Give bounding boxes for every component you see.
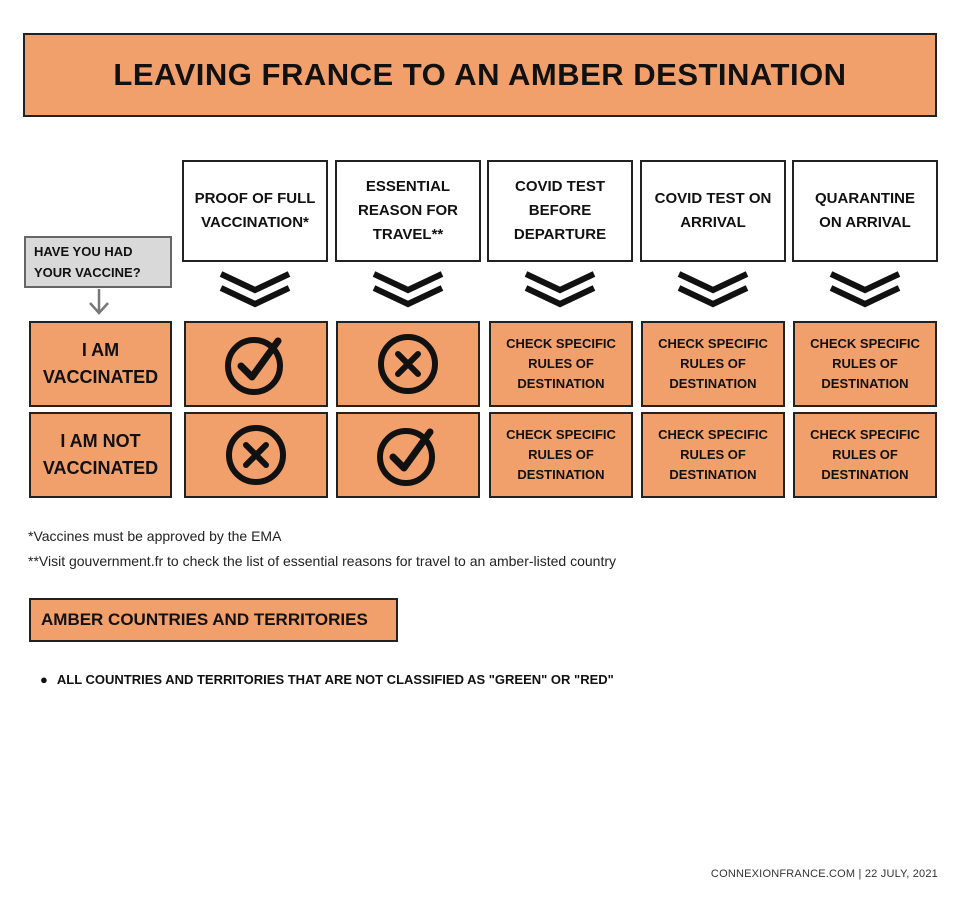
page-title: LEAVING FRANCE TO AN AMBER DESTINATION: [113, 57, 847, 92]
cell-vaccinated-quarantine: [793, 321, 937, 407]
cell-vaccinated-essential-reason: [336, 321, 480, 407]
vaccine-question-box: [24, 236, 172, 288]
footnote-vaccines: *Vaccines must be approved by the EMA: [28, 528, 282, 544]
list-item: [40, 672, 614, 687]
cell-vaccinated-test-before-departure: [489, 321, 633, 407]
amber-section-heading-text: AMBER COUNTRIES AND TERRITORIES: [41, 610, 368, 629]
title-banner: [23, 33, 937, 117]
footnote-essential-reasons: **Visit gouvernment.fr to check the list of essential reasons for travel to an amber-listed country: [28, 553, 617, 569]
rule-text: CHECK SPECIFIC RULES OF DESTINATION: [810, 427, 920, 482]
check-icon: [223, 331, 289, 397]
column-header-label: QUARANTINE ON ARRIVAL: [815, 190, 915, 231]
cell-vaccinated-test-on-arrival: [641, 321, 785, 407]
double-chevron-down-icon: [827, 268, 903, 310]
column-header-label: COVID TEST BEFORE DEPARTURE: [513, 178, 607, 243]
rule-text: CHECK SPECIFIC RULES OF DESTINATION: [506, 427, 616, 482]
column-header-test-before-departure: [487, 160, 633, 262]
amber-section-heading: [29, 598, 398, 642]
cell-vaccinated-proof-of-vaccination: [184, 321, 328, 407]
rule-text: CHECK SPECIFIC RULES OF DESTINATION: [506, 336, 616, 391]
double-chevron-down-icon: [217, 268, 293, 310]
rule-text: CHECK SPECIFIC RULES OF DESTINATION: [658, 427, 768, 482]
column-header-label: PROOF OF FULL VACCINATION*: [194, 190, 316, 231]
vaccine-question-label: HAVE YOU HAD YOUR VACCINE?: [34, 244, 141, 280]
column-header-essential-reason: [335, 160, 481, 262]
rule-text: CHECK SPECIFIC RULES OF DESTINATION: [658, 336, 768, 391]
bullet-icon: ●: [40, 672, 48, 687]
double-chevron-down-icon: [675, 268, 751, 310]
cell-not-vaccinated-essential-reason: [336, 412, 480, 498]
column-header-test-on-arrival: [640, 160, 786, 262]
cell-not-vaccinated-quarantine: [793, 412, 937, 498]
cell-not-vaccinated-proof-of-vaccination: [184, 412, 328, 498]
row-label-vaccinated: [29, 321, 172, 407]
cell-not-vaccinated-test-before-departure: [489, 412, 633, 498]
row-label-text: I AM VACCINATED: [42, 340, 159, 387]
column-header-label: COVID TEST ON ARRIVAL: [654, 190, 772, 231]
column-header-quarantine: [792, 160, 938, 262]
double-chevron-down-icon: [522, 268, 598, 310]
arrow-down-icon: [87, 288, 111, 316]
column-header-label: ESSENTIAL REASON FOR TRAVEL**: [357, 178, 458, 243]
double-chevron-down-icon: [370, 268, 446, 310]
row-label-not-vaccinated: [29, 412, 172, 498]
rule-text: CHECK SPECIFIC RULES OF DESTINATION: [810, 336, 920, 391]
source-credit: CONNEXIONFRANCE.COM | 22 JULY, 2021: [710, 868, 938, 880]
amber-countries-list: [40, 672, 614, 687]
row-label-text: I AM NOT VACCINATED: [42, 431, 159, 478]
cell-not-vaccinated-test-on-arrival: [641, 412, 785, 498]
list-item-text: ALL COUNTRIES AND TERRITORIES THAT ARE NOT CLASSIFIED AS "GREEN" OR "RED": [56, 672, 614, 687]
column-header-proof-of-vaccination: [182, 160, 328, 262]
cross-icon: [375, 331, 441, 397]
cross-icon: [223, 422, 289, 488]
check-icon: [375, 422, 441, 488]
